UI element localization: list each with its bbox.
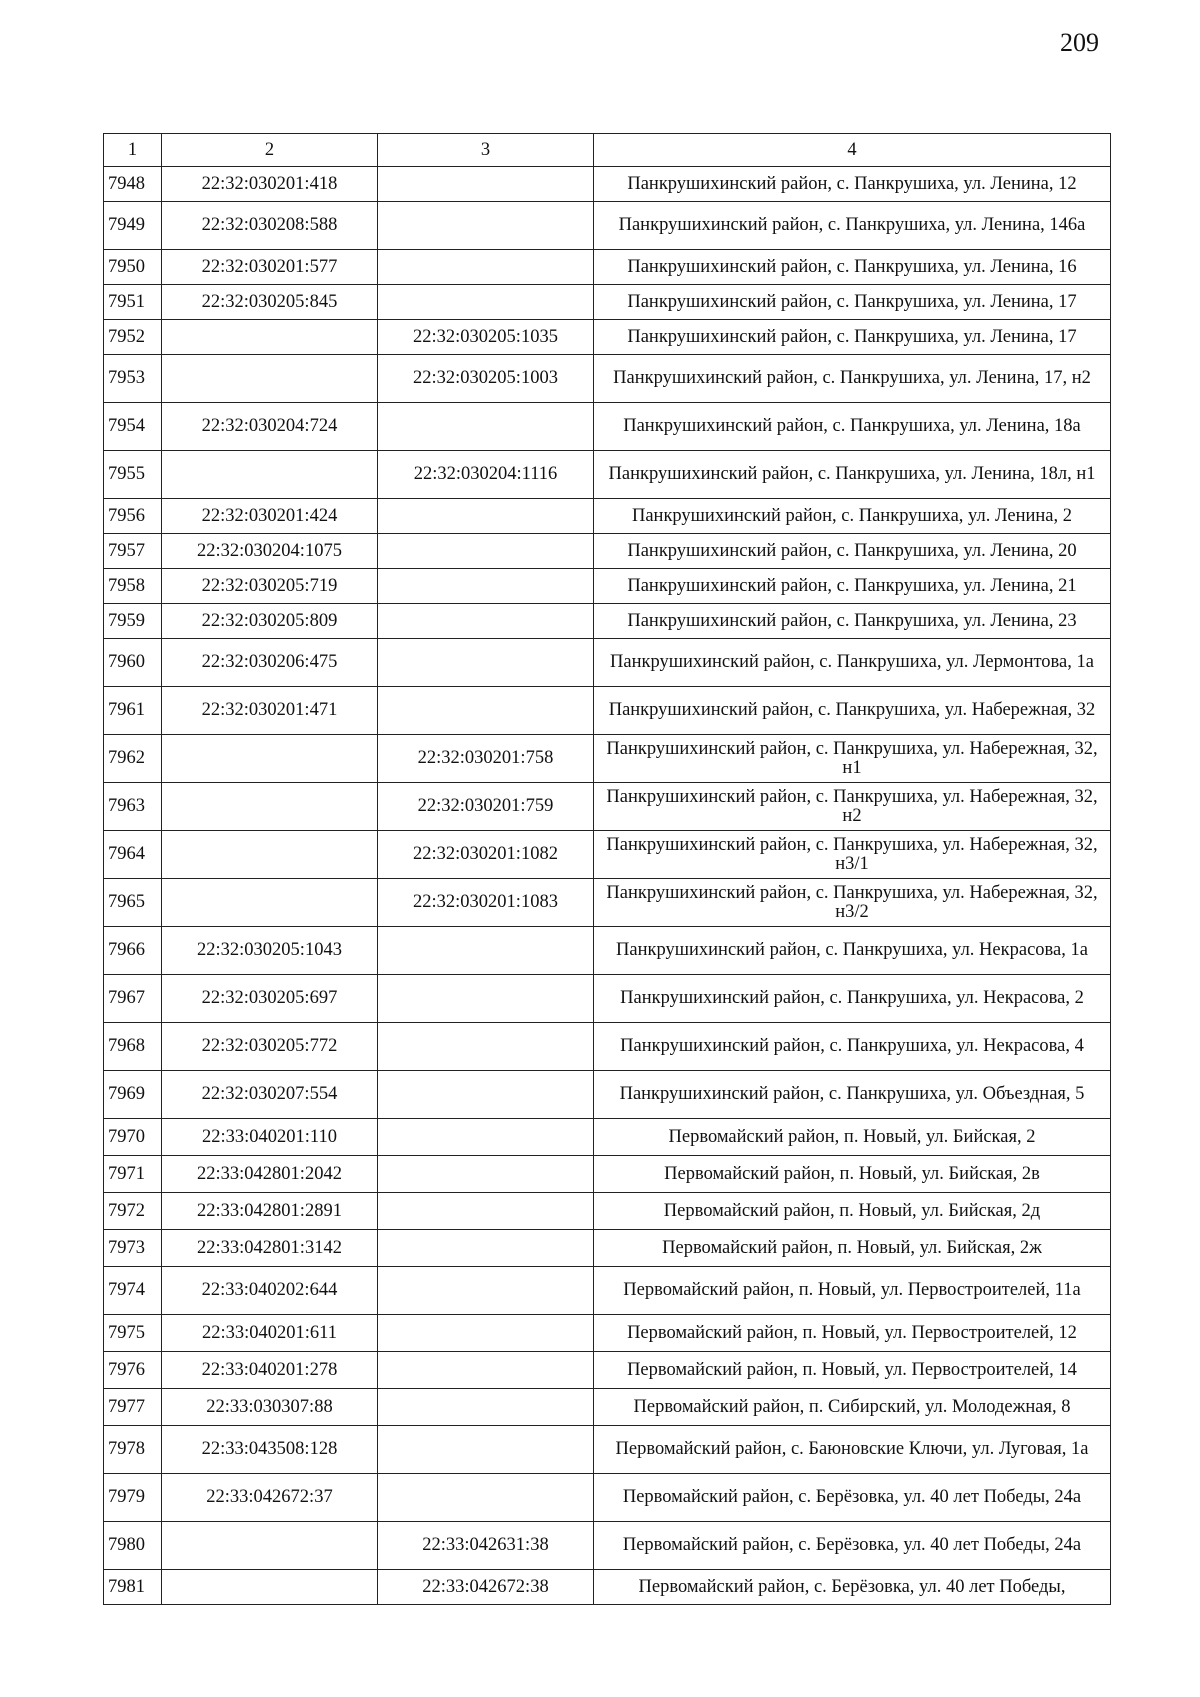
cadastral-number-cell: [162, 783, 378, 831]
object-number-cell: 22:32:030205:1035: [378, 320, 594, 355]
row-number-cell: 7964: [104, 831, 162, 879]
row-number-cell: 7970: [104, 1119, 162, 1156]
row-number-cell: 7977: [104, 1389, 162, 1426]
address-cell: Панкрушихинский район, с. Панкрушиха, ул. Набережная, 32, н1: [594, 735, 1111, 783]
object-number-cell: [378, 167, 594, 202]
address-cell: Первомайский район, п. Сибирский, ул. Молодежная, 8: [594, 1389, 1111, 1426]
header-cell: 2: [162, 134, 378, 167]
cadastral-number-cell: 22:32:030201:424: [162, 499, 378, 534]
cadastral-number-cell: 22:32:030206:475: [162, 639, 378, 687]
address-cell: Панкрушихинский район, с. Панкрушиха, ул. Некрасова, 2: [594, 975, 1111, 1023]
table-row: [104, 783, 1111, 831]
address-cell: Первомайский район, с. Берёзовка, ул. 40 лет Победы,: [594, 1570, 1111, 1605]
cadastral-number-cell: [162, 735, 378, 783]
table-row: [104, 1570, 1111, 1605]
cadastral-number-cell: 22:32:030208:588: [162, 202, 378, 250]
object-number-cell: [378, 1230, 594, 1267]
cadastral-number-cell: 22:32:030205:809: [162, 604, 378, 639]
table-row: [104, 927, 1111, 975]
object-number-cell: [378, 499, 594, 534]
row-number-cell: 7959: [104, 604, 162, 639]
cadastral-number-cell: 22:33:040201:278: [162, 1352, 378, 1389]
object-number-cell: 22:32:030201:1083: [378, 879, 594, 927]
table-row: [104, 250, 1111, 285]
header-cell: 4: [594, 134, 1111, 167]
table-row: [104, 1267, 1111, 1315]
object-number-cell: [378, 687, 594, 735]
table-row: [104, 499, 1111, 534]
address-cell: Первомайский район, п. Новый, ул. Бийская, 2ж: [594, 1230, 1111, 1267]
table-row: [104, 687, 1111, 735]
header-row: [104, 134, 1111, 167]
table-row: [104, 604, 1111, 639]
row-number-cell: 7975: [104, 1315, 162, 1352]
object-number-cell: [378, 1426, 594, 1474]
row-number-cell: 7950: [104, 250, 162, 285]
address-cell: Панкрушихинский район, с. Панкрушиха, ул. Ленина, 18а: [594, 403, 1111, 451]
row-number-cell: 7971: [104, 1156, 162, 1193]
cadastral-number-cell: [162, 451, 378, 499]
table-row: [104, 1071, 1111, 1119]
cadastral-table: [103, 133, 1111, 1605]
header-cell: 1: [104, 134, 162, 167]
row-number-cell: 7955: [104, 451, 162, 499]
address-cell: Панкрушихинский район, с. Панкрушиха, ул. Ленина, 12: [594, 167, 1111, 202]
object-number-cell: [378, 1474, 594, 1522]
address-cell: Первомайский район, п. Новый, ул. Бийская, 2д: [594, 1193, 1111, 1230]
object-number-cell: [378, 202, 594, 250]
address-cell: Первомайский район, п. Новый, ул. Первостроителей, 14: [594, 1352, 1111, 1389]
row-number-cell: 7974: [104, 1267, 162, 1315]
address-cell: Панкрушихинский район, с. Панкрушиха, ул. Набережная, 32, н3/1: [594, 831, 1111, 879]
object-number-cell: [378, 250, 594, 285]
object-number-cell: [378, 285, 594, 320]
cadastral-number-cell: 22:32:030201:577: [162, 250, 378, 285]
cadastral-number-cell: 22:33:042801:2042: [162, 1156, 378, 1193]
table-row: [104, 1426, 1111, 1474]
row-number-cell: 7969: [104, 1071, 162, 1119]
row-number-cell: 7966: [104, 927, 162, 975]
object-number-cell: [378, 1156, 594, 1193]
object-number-cell: [378, 639, 594, 687]
table-row: [104, 167, 1111, 202]
object-number-cell: 22:32:030205:1003: [378, 355, 594, 403]
address-cell: Панкрушихинский район, с. Панкрушиха, ул. Ленина, 2: [594, 499, 1111, 534]
table-row: [104, 1315, 1111, 1352]
row-number-cell: 7965: [104, 879, 162, 927]
row-number-cell: 7958: [104, 569, 162, 604]
object-number-cell: [378, 403, 594, 451]
address-cell: Первомайский район, п. Новый, ул. Бийская, 2: [594, 1119, 1111, 1156]
table-row: [104, 1389, 1111, 1426]
cadastral-number-cell: 22:32:030205:697: [162, 975, 378, 1023]
row-number-cell: 7953: [104, 355, 162, 403]
address-cell: Панкрушихинский район, с. Панкрушиха, ул. Ленина, 17: [594, 285, 1111, 320]
cadastral-number-cell: 22:32:030201:418: [162, 167, 378, 202]
object-number-cell: 22:33:042672:38: [378, 1570, 594, 1605]
object-number-cell: [378, 927, 594, 975]
object-number-cell: [378, 1352, 594, 1389]
table-row: [104, 534, 1111, 569]
cadastral-number-cell: 22:33:040201:110: [162, 1119, 378, 1156]
address-cell: Панкрушихинский район, с. Панкрушиха, ул. Ленина, 16: [594, 250, 1111, 285]
table-row: [104, 879, 1111, 927]
object-number-cell: [378, 1193, 594, 1230]
row-number-cell: 7956: [104, 499, 162, 534]
table-row: [104, 831, 1111, 879]
table-row: [104, 202, 1111, 250]
table-row: [104, 735, 1111, 783]
row-number-cell: 7948: [104, 167, 162, 202]
row-number-cell: 7952: [104, 320, 162, 355]
address-cell: Панкрушихинский район, с. Панкрушиха, ул. Ленина, 17, н2: [594, 355, 1111, 403]
address-cell: Первомайский район, с. Баюновские Ключи, ул. Луговая, 1а: [594, 1426, 1111, 1474]
row-number-cell: 7981: [104, 1570, 162, 1605]
address-cell: Панкрушихинский район, с. Панкрушиха, ул. Ленина, 20: [594, 534, 1111, 569]
object-number-cell: 22:32:030201:759: [378, 783, 594, 831]
address-cell: Первомайский район, п. Новый, ул. Бийская, 2в: [594, 1156, 1111, 1193]
cadastral-number-cell: 22:33:042801:3142: [162, 1230, 378, 1267]
table-row: [104, 1193, 1111, 1230]
row-number-cell: 7963: [104, 783, 162, 831]
cadastral-number-cell: [162, 831, 378, 879]
object-number-cell: 22:32:030204:1116: [378, 451, 594, 499]
table-row: [104, 569, 1111, 604]
cadastral-number-cell: 22:32:030207:554: [162, 1071, 378, 1119]
row-number-cell: 7951: [104, 285, 162, 320]
table-row: [104, 1119, 1111, 1156]
row-number-cell: 7976: [104, 1352, 162, 1389]
table-row: [104, 1522, 1111, 1570]
cadastral-number-cell: [162, 320, 378, 355]
row-number-cell: 7954: [104, 403, 162, 451]
header-cell: 3: [378, 134, 594, 167]
row-number-cell: 7972: [104, 1193, 162, 1230]
cadastral-number-cell: 22:32:030205:719: [162, 569, 378, 604]
cadastral-number-cell: [162, 1522, 378, 1570]
object-number-cell: [378, 1267, 594, 1315]
address-cell: Панкрушихинский район, с. Панкрушиха, ул. Лермонтова, 1а: [594, 639, 1111, 687]
table-row: [104, 451, 1111, 499]
object-number-cell: [378, 534, 594, 569]
object-number-cell: [378, 604, 594, 639]
row-number-cell: 7960: [104, 639, 162, 687]
object-number-cell: [378, 1315, 594, 1352]
cadastral-number-cell: [162, 355, 378, 403]
address-cell: Панкрушихинский район, с. Панкрушиха, ул. Объездная, 5: [594, 1071, 1111, 1119]
object-number-cell: 22:32:030201:758: [378, 735, 594, 783]
cadastral-number-cell: 22:33:040202:644: [162, 1267, 378, 1315]
row-number-cell: 7962: [104, 735, 162, 783]
cadastral-number-cell: [162, 1570, 378, 1605]
address-cell: Первомайский район, с. Берёзовка, ул. 40 лет Победы, 24а: [594, 1522, 1111, 1570]
address-cell: Панкрушихинский район, с. Панкрушиха, ул. Некрасова, 1а: [594, 927, 1111, 975]
address-cell: Панкрушихинский район, с. Панкрушиха, ул. Ленина, 146а: [594, 202, 1111, 250]
row-number-cell: 7967: [104, 975, 162, 1023]
row-number-cell: 7949: [104, 202, 162, 250]
object-number-cell: [378, 569, 594, 604]
cadastral-number-cell: 22:33:042801:2891: [162, 1193, 378, 1230]
address-cell: Панкрушихинский район, с. Панкрушиха, ул. Ленина, 18л, н1: [594, 451, 1111, 499]
table-row: [104, 975, 1111, 1023]
table-row: [104, 320, 1111, 355]
table-row: [104, 1156, 1111, 1193]
table-row: [104, 1230, 1111, 1267]
cadastral-number-cell: 22:32:030205:845: [162, 285, 378, 320]
cadastral-number-cell: 22:33:042672:37: [162, 1474, 378, 1522]
row-number-cell: 7961: [104, 687, 162, 735]
address-cell: Панкрушихинский район, с. Панкрушиха, ул. Набережная, 32, н2: [594, 783, 1111, 831]
object-number-cell: [378, 1071, 594, 1119]
table-row: [104, 355, 1111, 403]
object-number-cell: 22:33:042631:38: [378, 1522, 594, 1570]
cadastral-number-cell: 22:32:030201:471: [162, 687, 378, 735]
object-number-cell: [378, 1023, 594, 1071]
address-cell: Панкрушихинский район, с. Панкрушиха, ул. Ленина, 17: [594, 320, 1111, 355]
address-cell: Первомайский район, п. Новый, ул. Первостроителей, 12: [594, 1315, 1111, 1352]
cadastral-number-cell: [162, 879, 378, 927]
table-row: [104, 285, 1111, 320]
row-number-cell: 7957: [104, 534, 162, 569]
address-cell: Первомайский район, с. Берёзовка, ул. 40 лет Победы, 24а: [594, 1474, 1111, 1522]
cadastral-number-cell: 22:33:043508:128: [162, 1426, 378, 1474]
object-number-cell: [378, 1389, 594, 1426]
row-number-cell: 7978: [104, 1426, 162, 1474]
cadastral-number-cell: 22:32:030205:1043: [162, 927, 378, 975]
row-number-cell: 7980: [104, 1522, 162, 1570]
address-cell: Панкрушихинский район, с. Панкрушиха, ул. Ленина, 21: [594, 569, 1111, 604]
table-body: [104, 134, 1111, 1605]
object-number-cell: [378, 1119, 594, 1156]
address-cell: Панкрушихинский район, с. Панкрушиха, ул. Некрасова, 4: [594, 1023, 1111, 1071]
cadastral-number-cell: 22:33:040201:611: [162, 1315, 378, 1352]
page-number: 209: [1060, 28, 1099, 57]
address-cell: Первомайский район, п. Новый, ул. Первостроителей, 11а: [594, 1267, 1111, 1315]
row-number-cell: 7968: [104, 1023, 162, 1071]
table-row: [104, 639, 1111, 687]
cadastral-number-cell: 22:32:030204:1075: [162, 534, 378, 569]
address-cell: Панкрушихинский район, с. Панкрушиха, ул. Набережная, 32, н3/2: [594, 879, 1111, 927]
object-number-cell: 22:32:030201:1082: [378, 831, 594, 879]
row-number-cell: 7979: [104, 1474, 162, 1522]
cadastral-number-cell: 22:32:030204:724: [162, 403, 378, 451]
row-number-cell: 7973: [104, 1230, 162, 1267]
table-row: [104, 1352, 1111, 1389]
table-row: [104, 403, 1111, 451]
address-cell: Панкрушихинский район, с. Панкрушиха, ул. Набережная, 32: [594, 687, 1111, 735]
table-row: [104, 1023, 1111, 1071]
cadastral-number-cell: 22:32:030205:772: [162, 1023, 378, 1071]
object-number-cell: [378, 975, 594, 1023]
cadastral-number-cell: 22:33:030307:88: [162, 1389, 378, 1426]
address-cell: Панкрушихинский район, с. Панкрушиха, ул. Ленина, 23: [594, 604, 1111, 639]
table-row: [104, 1474, 1111, 1522]
